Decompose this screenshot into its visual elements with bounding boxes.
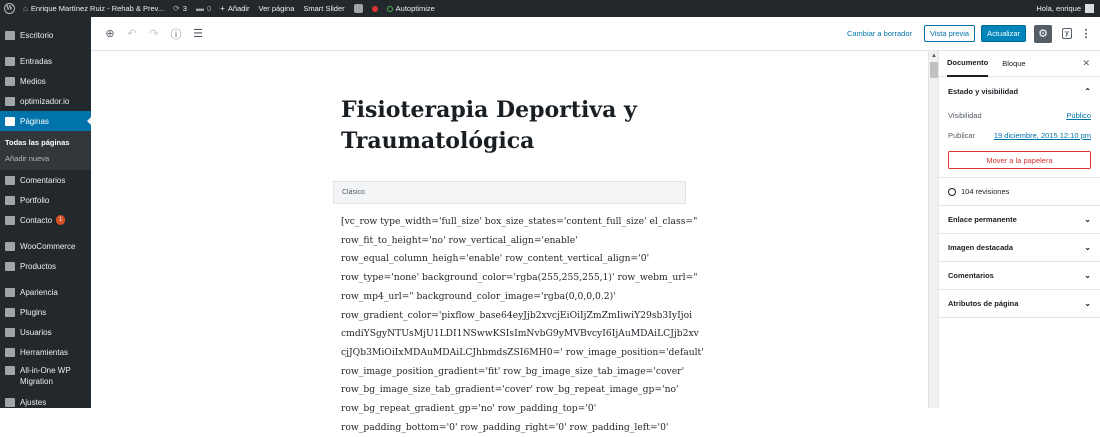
scrollbar-thumb[interactable]: [930, 62, 938, 78]
settings-tabs: [939, 51, 1100, 77]
avatar: [1085, 4, 1094, 13]
comment-bubble-icon: ▬: [195, 4, 204, 13]
sidebar-item-portfolio[interactable]: Portfolio: [0, 190, 91, 210]
autoptimize-link[interactable]: Autoptimize: [387, 4, 435, 13]
admin-bar: [0, 0, 1100, 17]
visibility-toggle[interactable]: Público: [1066, 110, 1091, 120]
home-icon: ⌂: [23, 4, 28, 13]
yoast-link[interactable]: [354, 4, 363, 13]
pages-submenu: [0, 131, 91, 170]
content-line: row_mp4_url=" background_color_image='rgba(0,0,0,0.2)': [341, 290, 616, 302]
notification-badge: 1: [56, 215, 65, 225]
appearance-icon: [5, 288, 15, 297]
sidebar-item-posts[interactable]: Entradas: [0, 51, 91, 71]
close-icon[interactable]: ✕: [1082, 58, 1090, 68]
submenu-add-new[interactable]: Añadir nueva: [5, 153, 50, 163]
wordpress-logo-icon[interactable]: W: [4, 3, 15, 14]
classic-block[interactable]: [333, 181, 704, 437]
content-line: cjJQb3MiOiIxMDAuMDAiLCJhbmdsZSI6MH0=' row_image_position='default': [341, 346, 704, 358]
chevron-up-icon: ⌃: [1084, 86, 1091, 96]
classic-block-toolbar[interactable]: Clásico: [333, 181, 686, 204]
yoast-icon: [354, 4, 363, 13]
publish-row: Publicar 19 diciembre, 2015 12:10 pm: [948, 130, 1091, 140]
site-name-link[interactable]: ⌂ Enrique Martínez Ruiz - Rehab & Prev...: [23, 4, 165, 13]
sidebar-item-users[interactable]: Usuarios: [0, 322, 91, 342]
status-visibility-header[interactable]: Estado y visibilidad ⌃: [948, 86, 1091, 96]
chevron-down-icon: ⌄: [1084, 215, 1091, 224]
permalink-panel[interactable]: Enlace permanente ⌄: [939, 206, 1100, 234]
mail-icon: [5, 216, 15, 225]
status-visibility-panel: [939, 77, 1100, 178]
chevron-down-icon: ⌄: [1084, 299, 1091, 308]
content-line: row_padding_bottom='0' row_padding_right='0' row_padding_left='0': [341, 421, 669, 433]
classic-block-content[interactable]: [333, 204, 704, 437]
scroll-up-arrow-icon[interactable]: ▲: [931, 53, 937, 59]
red-dot-icon: [372, 6, 378, 12]
revisions-link[interactable]: 104 revisiones: [939, 178, 1100, 206]
status-indicator[interactable]: [372, 6, 378, 12]
plugins-icon: [5, 308, 15, 317]
content-line: row_fit_to_height='no' row_vertical_align='enable': [341, 234, 578, 246]
smart-slider-link[interactable]: Smart Slider: [303, 4, 345, 13]
settings-gear-icon[interactable]: ⚙: [1034, 25, 1052, 43]
updates-link[interactable]: ⟳ 3: [173, 4, 187, 13]
scrollbar[interactable]: [928, 51, 938, 408]
sidebar-item-woocommerce[interactable]: WooCommerce: [0, 236, 91, 256]
add-new-link[interactable]: + Añadir: [220, 4, 250, 13]
add-block-icon[interactable]: ⊕: [105, 28, 115, 40]
page-attributes-panel[interactable]: Atributos de página ⌄: [939, 290, 1100, 318]
undo-icon[interactable]: ↶: [127, 28, 137, 40]
sidebar-item-appearance[interactable]: Apariencia: [0, 282, 91, 302]
users-icon: [5, 328, 15, 337]
content-line: row_bg_image_size_tab_gradient='cover' row_bg_repeat_image_gp='no': [341, 384, 679, 396]
submenu-all-pages[interactable]: Todas las páginas: [5, 137, 70, 147]
move-to-trash-button[interactable]: Mover a la papelera: [948, 151, 1091, 169]
updates-icon: ⟳: [173, 4, 180, 13]
comments-link[interactable]: ▬ 0: [195, 4, 212, 13]
admin-sidebar: [0, 17, 91, 408]
portfolio-icon: [5, 196, 15, 205]
sidebar-item-products[interactable]: Productos: [0, 256, 91, 276]
content-line: row_gradient_color='pixflow_base64eyJjb2xvcjEiOiIjZmZmIiwiY29sb3IyIjoi: [341, 309, 693, 321]
switch-to-draft-button[interactable]: Cambiar a borrador: [846, 29, 912, 38]
sidebar-item-plugins[interactable]: Plugins: [0, 302, 91, 322]
clock-icon: [948, 188, 956, 196]
tab-block[interactable]: Bloque: [1002, 59, 1026, 68]
preview-button[interactable]: Vista previa: [924, 25, 975, 42]
content-line: row_equal_column_heigh='enable' row_content_vertical_align='0': [341, 253, 650, 265]
yoast-icon: y: [1062, 28, 1072, 39]
chevron-down-icon: ⌄: [1084, 271, 1091, 280]
update-button[interactable]: Actualizar: [981, 25, 1026, 42]
chevron-down-icon: ⌄: [1084, 243, 1091, 252]
dashboard-icon: [5, 31, 15, 40]
content-line: row_image_position_gradient='fit' row_bg_image_size_tab_image='cover': [341, 365, 685, 377]
sidebar-item-pages[interactable]: Páginas: [0, 111, 91, 131]
sidebar-item-tools[interactable]: Herramientas: [0, 342, 91, 362]
yoast-seo-button[interactable]: [1058, 25, 1076, 43]
sidebar-item-media[interactable]: Medios: [0, 71, 91, 91]
info-icon[interactable]: ⓘ: [170, 28, 182, 41]
settings-sidebar: [938, 51, 1100, 408]
pin-icon: [5, 57, 15, 66]
content-line: row_type='none' background_color='rgba(255,255,255,1)' row_webm_url=": [341, 272, 698, 284]
editor-toolbar: [91, 17, 1100, 51]
tab-document[interactable]: Documento: [947, 51, 988, 77]
block-navigation-icon[interactable]: ☰: [193, 28, 203, 40]
post-title[interactable]: Fisioterapia Deportiva y Traumatológica: [341, 97, 637, 154]
content-line: row_bg_repeat_gradient_gp='no' row_padding_top='0': [341, 403, 597, 415]
comments-icon: [5, 176, 15, 185]
tools-icon: [5, 348, 15, 357]
sidebar-item-contact[interactable]: Contacto 1: [0, 210, 91, 230]
featured-image-panel[interactable]: Imagen destacada ⌄: [939, 234, 1100, 262]
settings-icon: [5, 398, 15, 407]
user-account-link[interactable]: Hola, enrique: [1036, 0, 1094, 17]
migration-icon: [5, 366, 15, 375]
autoptimize-icon: [387, 6, 393, 12]
editor-content: [91, 51, 928, 433]
content-line: cmdiYSgyNTUsMjU1LDI1NSwwKSIsImNvbG9yMVBvcyI6IjAuMDAiLCJjb2xv: [341, 328, 699, 340]
media-icon: [5, 77, 15, 86]
woocommerce-icon: [5, 242, 15, 251]
content-line: [vc_row type_width='full_size' box_size_states='content_full_size' el_class=": [341, 216, 698, 227]
view-page-link[interactable]: Ver página: [258, 4, 295, 13]
sidebar-item-optimizer[interactable]: optimizador.io: [0, 91, 91, 111]
sidebar-item-migration[interactable]: All-in-One WP Migration: [0, 362, 91, 392]
visibility-row: Visibilidad Público: [948, 110, 1091, 120]
redo-icon[interactable]: ↷: [149, 28, 159, 40]
more-options-icon[interactable]: ⋮: [1080, 28, 1092, 40]
publish-date-toggle[interactable]: 19 diciembre, 2015 12:10 pm: [993, 130, 1091, 140]
sidebar-item-settings[interactable]: Ajustes: [0, 392, 91, 412]
products-icon: [5, 262, 15, 271]
sidebar-item-comments[interactable]: Comentarios: [0, 170, 91, 190]
optimizer-icon: [5, 97, 15, 106]
sidebar-item-dashboard[interactable]: Escritorio: [0, 25, 91, 45]
plus-icon: +: [220, 4, 225, 13]
pages-icon: [5, 117, 15, 126]
discussion-panel[interactable]: Comentarios ⌄: [939, 262, 1100, 290]
